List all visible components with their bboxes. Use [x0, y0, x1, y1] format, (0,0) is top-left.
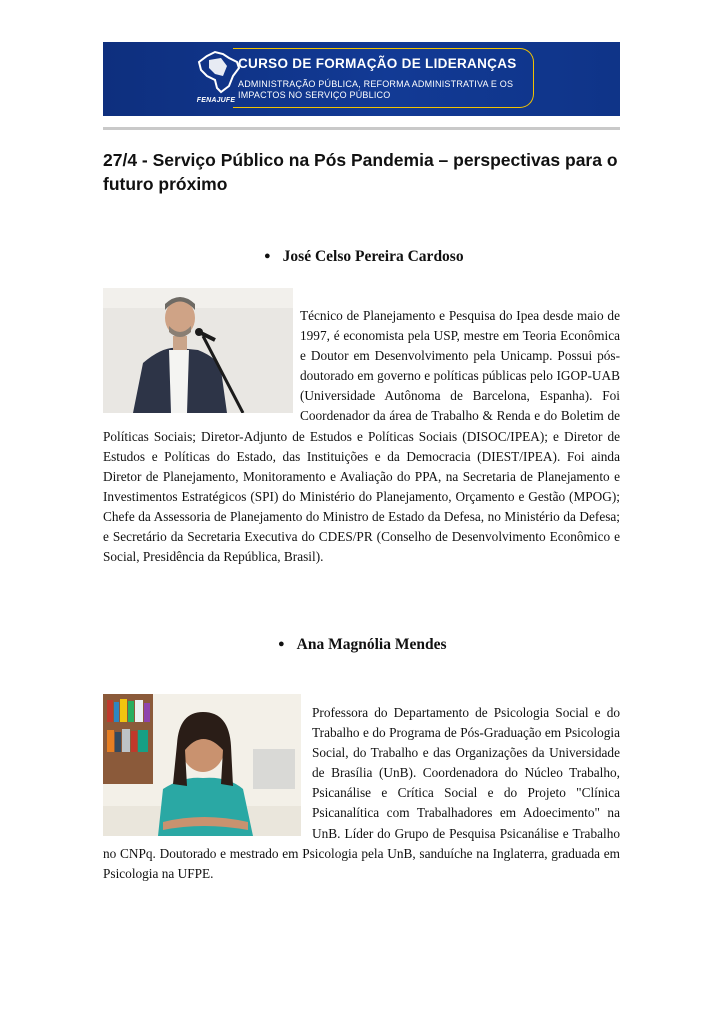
photo-spacer	[103, 703, 312, 842]
speaker-name-2	[278, 636, 447, 654]
bio-text: Professora do Departamento de Psicologia Social e do Trabalho e do Programa de Pós-Graduação em Psicologia Social, do Trabalho e das Organizações da Universidade de Brasília (UnB). Coordenadora do Núcleo Trabalho, Psicanálise e Crítica Social e do Projeto "Clínica Psicanalítica com Trabalhadores em Adoecimento" na UnB. Líder do Grupo de Pesquisa Psicanálise e Trabalho no CNPq. Doutorado e mestrado em Psicologia pela UnB, sanduíche na Inglaterra, graduada em Psicologia na UFPE.	[103, 705, 620, 881]
speaker-bio-1	[103, 306, 620, 567]
header-divider	[103, 127, 620, 130]
banner-subtitle: ADMINISTRAÇÃO PÚBLICA, REFORMA ADMINISTRATIVA E OS IMPACTOS NO SERVIÇO PÚBLICO	[238, 79, 514, 100]
speaker-name-1	[264, 248, 464, 266]
bullet-icon: ●	[264, 250, 271, 262]
banner-title: CURSO DE FORMAÇÃO DE LIDERANÇAS	[238, 56, 517, 71]
photo-spacer	[103, 306, 300, 421]
fenajufe-logo-text: FENAJUFE	[196, 97, 236, 104]
speaker-name-text: Ana Magnólia Mendes	[296, 636, 447, 653]
speaker-bio-2	[103, 703, 620, 884]
bio-text: Técnico de Planejamento e Pesquisa do Ipea desde maio de 1997, é economista pela USP, mestre em Teoria Econômica e Doutor em Desenvolvimento pela Unicamp. Possui pós-doutorado em governo e políticas públicas pelo IGOP-UAB (Universidade Autônoma de Barcelona, Espanha). Foi Coordenador da área de Trabalho & Renda e do Boletim de Políticas Sociais; Diretor-Adjunto de Estudos e Políticas Sociais (DISOC/IPEA); e Diretor de Estudos e Políticas do Estado, das Instituições e da Democracia (DIEST/IPEA). Foi ainda Diretor de Planejamento, Monitoramento e Avaliação do PPA, na Secretaria de Planejamento e Investimentos Estratégicos (SPI) do Ministério do Planejamento, Orçamento e Gestão (MPOG); Chefe da Assessoria de Planejamento do Ministro de Estado da Defesa, no Ministério da Defesa; e Secretário da Secretaria Executiva do CDES/PR (Conselho de Desenvolvimento Econômico e Social, Presidência da República, Brasil).	[103, 308, 620, 565]
speaker-name-text: José Celso Pereira Cardoso	[282, 248, 464, 265]
course-banner	[103, 42, 620, 116]
page-heading: 27/4 - Serviço Público na Pós Pandemia – perspectivas para o futuro próximo	[103, 150, 618, 194]
bullet-icon: ●	[278, 638, 285, 650]
